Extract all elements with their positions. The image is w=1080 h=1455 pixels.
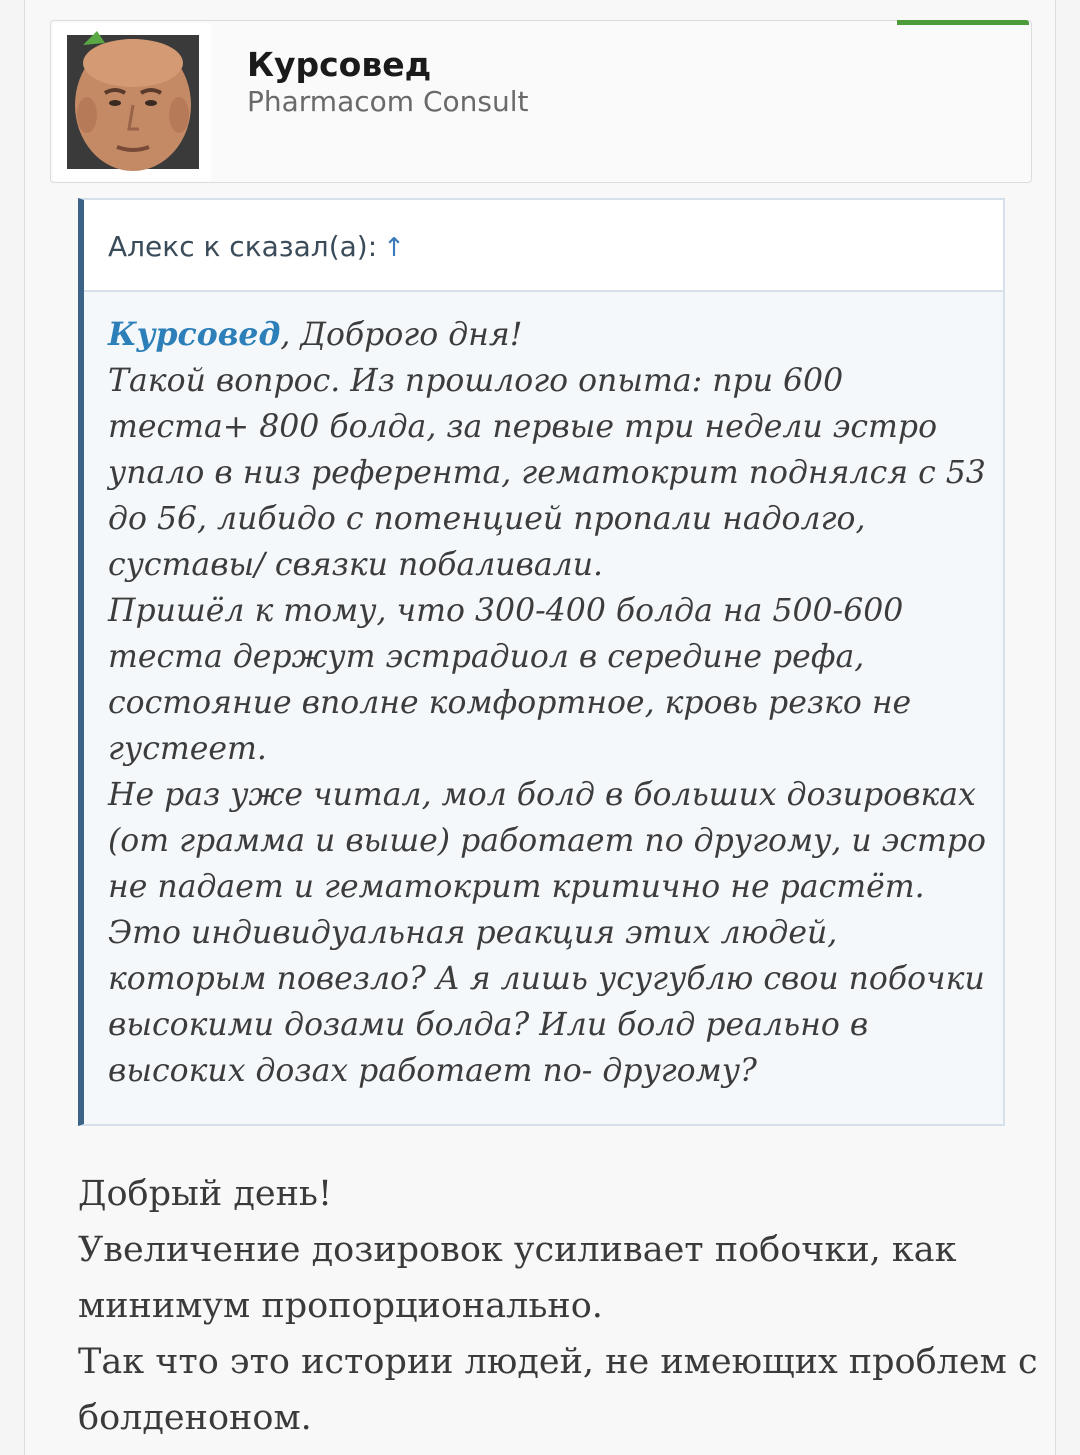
quote-paragraph: Пришёл к тому, что 300-400 болда на 500-600 теста держут эстрадиол в середине рефа, состояние вполне комфортное, кровь резко не густеет. [108,593,912,767]
quote-greeting-text: , Доброго дня! [280,317,523,353]
jump-to-post-icon[interactable]: ↑ [383,233,405,263]
reply-paragraph: Так что это истории людей, не имеющих проблем с болденоном. [78,1342,1038,1438]
quote-paragraph: Такой вопрос. Из прошлого опыта: при 600 теста+ 800 болда, за первые три недели эстро упало в низ референта, гематокрит поднялся с 53 до 56, либидо с потенцией пропали надолго, суставы/ связки побаливали. [108,363,986,583]
quote-attribution-text: Алекс к сказал(а): [108,230,378,263]
author-accent-bar [897,20,1029,25]
reply-paragraph: Увеличение дозировок усиливает побочки, как минимум пропорционально. [78,1230,957,1326]
quote-greeting [108,312,988,358]
avatar[interactable] [53,23,211,181]
author-title: Pharmacom Consult [247,85,529,118]
reply-paragraph: Добрый день! [78,1174,333,1214]
user-mention-link[interactable]: Курсовед [108,316,281,353]
quote-paragraph: Не раз уже читал, мол болд в больших дозировках (от грамма и выше) работает по другому, и эстро не падает и гематокрит критично не растёт. Это индивидуальная реакция этих людей, которым повезло? А я лишь усугублю свои побочки высокими дозами болда? Или болд реально в высоких дозах работает по- другому? [108,777,986,1089]
quote-body [108,312,988,1094]
author-card [50,20,1032,183]
avatar-photo-icon [53,23,211,181]
author-name[interactable]: Курсовед [247,45,432,84]
reply-body [78,1166,1038,1446]
quote-block [78,198,1005,1126]
quote-attribution[interactable] [108,230,405,263]
quote-header [84,200,1003,292]
